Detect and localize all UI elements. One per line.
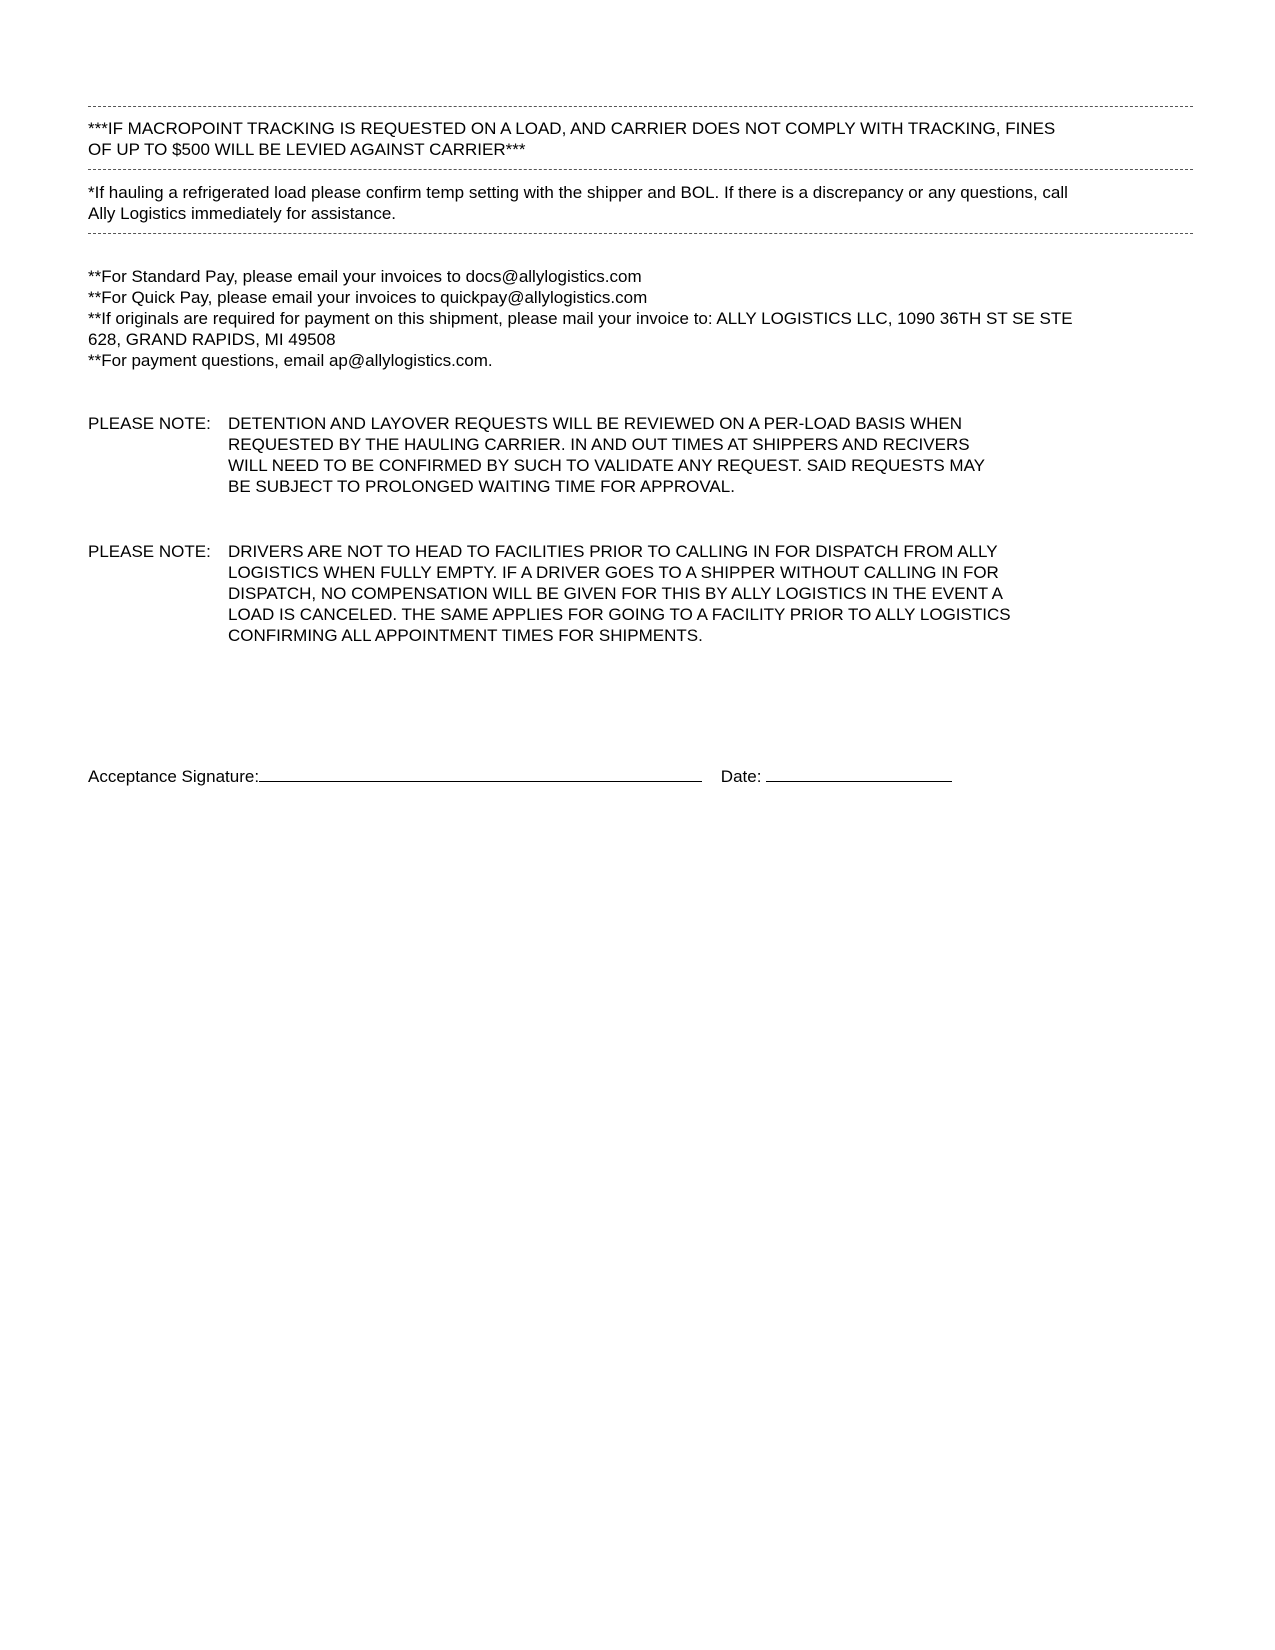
note-line: REQUESTED BY THE HAULING CARRIER. IN AND OUT TIMES AT SHIPPERS AND RECIVERS [228,435,970,454]
reefer-notice-line-1: *If hauling a refrigerated load please confirm temp setting with the shipper and BOL. If there is a discrepancy or any questions, call [88,183,1068,202]
date-label: Date: [720,767,762,786]
quick-pay-info: **For Quick Pay, please email your invoices to quickpay@allylogistics.com [88,288,648,307]
note-label: PLEASE NOTE: [88,542,211,561]
signature-row [88,766,952,787]
note-body [228,413,1188,497]
note-line: WILL NEED TO BE CONFIRMED BY SUCH TO VALIDATE ANY REQUEST. SAID REQUESTS MAY [228,456,985,475]
macropoint-notice-line-2: OF UP TO $500 WILL BE LEVIED AGAINST CARRIER*** [88,140,526,159]
divider-line [88,233,1193,234]
acceptance-signature-label: Acceptance Signature: [88,767,260,786]
originals-info-line-1: **If originals are required for payment on this shipment, please mail your invoice to: ALLY LOGISTICS LLC, 1090 36TH ST SE STE [88,309,1073,328]
note-line: LOAD IS CANCELED. THE SAME APPLIES FOR GOING TO A FACILITY PRIOR TO ALLY LOGISTICS [228,605,1011,624]
originals-info-line-2: 628, GRAND RAPIDS, MI 49508 [88,330,336,349]
note-label: PLEASE NOTE: [88,414,211,433]
acceptance-signature-field[interactable] [259,767,702,782]
macropoint-notice-line-1: ***IF MACROPOINT TRACKING IS REQUESTED ON A LOAD, AND CARRIER DOES NOT COMPLY WITH TRACKING, FINES [88,119,1056,138]
divider-line [88,106,1193,107]
note-body [228,541,1188,646]
reefer-notice-line-2: Ally Logistics immediately for assistance. [88,204,397,223]
standard-pay-info: **For Standard Pay, please email your invoices to docs@allylogistics.com [88,267,642,286]
note-line: BE SUBJECT TO PROLONGED WAITING TIME FOR APPROVAL. [228,477,735,496]
note-line: LOGISTICS WHEN FULLY EMPTY. IF A DRIVER GOES TO A SHIPPER WITHOUT CALLING IN FOR [228,563,999,582]
payment-questions-info: **For payment questions, email ap@allylogistics.com. [88,351,493,370]
note-line: DETENTION AND LAYOVER REQUESTS WILL BE REVIEWED ON A PER-LOAD BASIS WHEN [228,414,962,433]
divider-line [88,169,1193,170]
note-line: CONFIRMING ALL APPOINTMENT TIMES FOR SHIPMENTS. [228,626,703,645]
note-line: DISPATCH, NO COMPENSATION WILL BE GIVEN FOR THIS BY ALLY LOGISTICS IN THE EVENT A [228,584,1003,603]
date-field[interactable] [766,767,952,782]
note-line: DRIVERS ARE NOT TO HEAD TO FACILITIES PRIOR TO CALLING IN FOR DISPATCH FROM ALLY [228,542,998,561]
